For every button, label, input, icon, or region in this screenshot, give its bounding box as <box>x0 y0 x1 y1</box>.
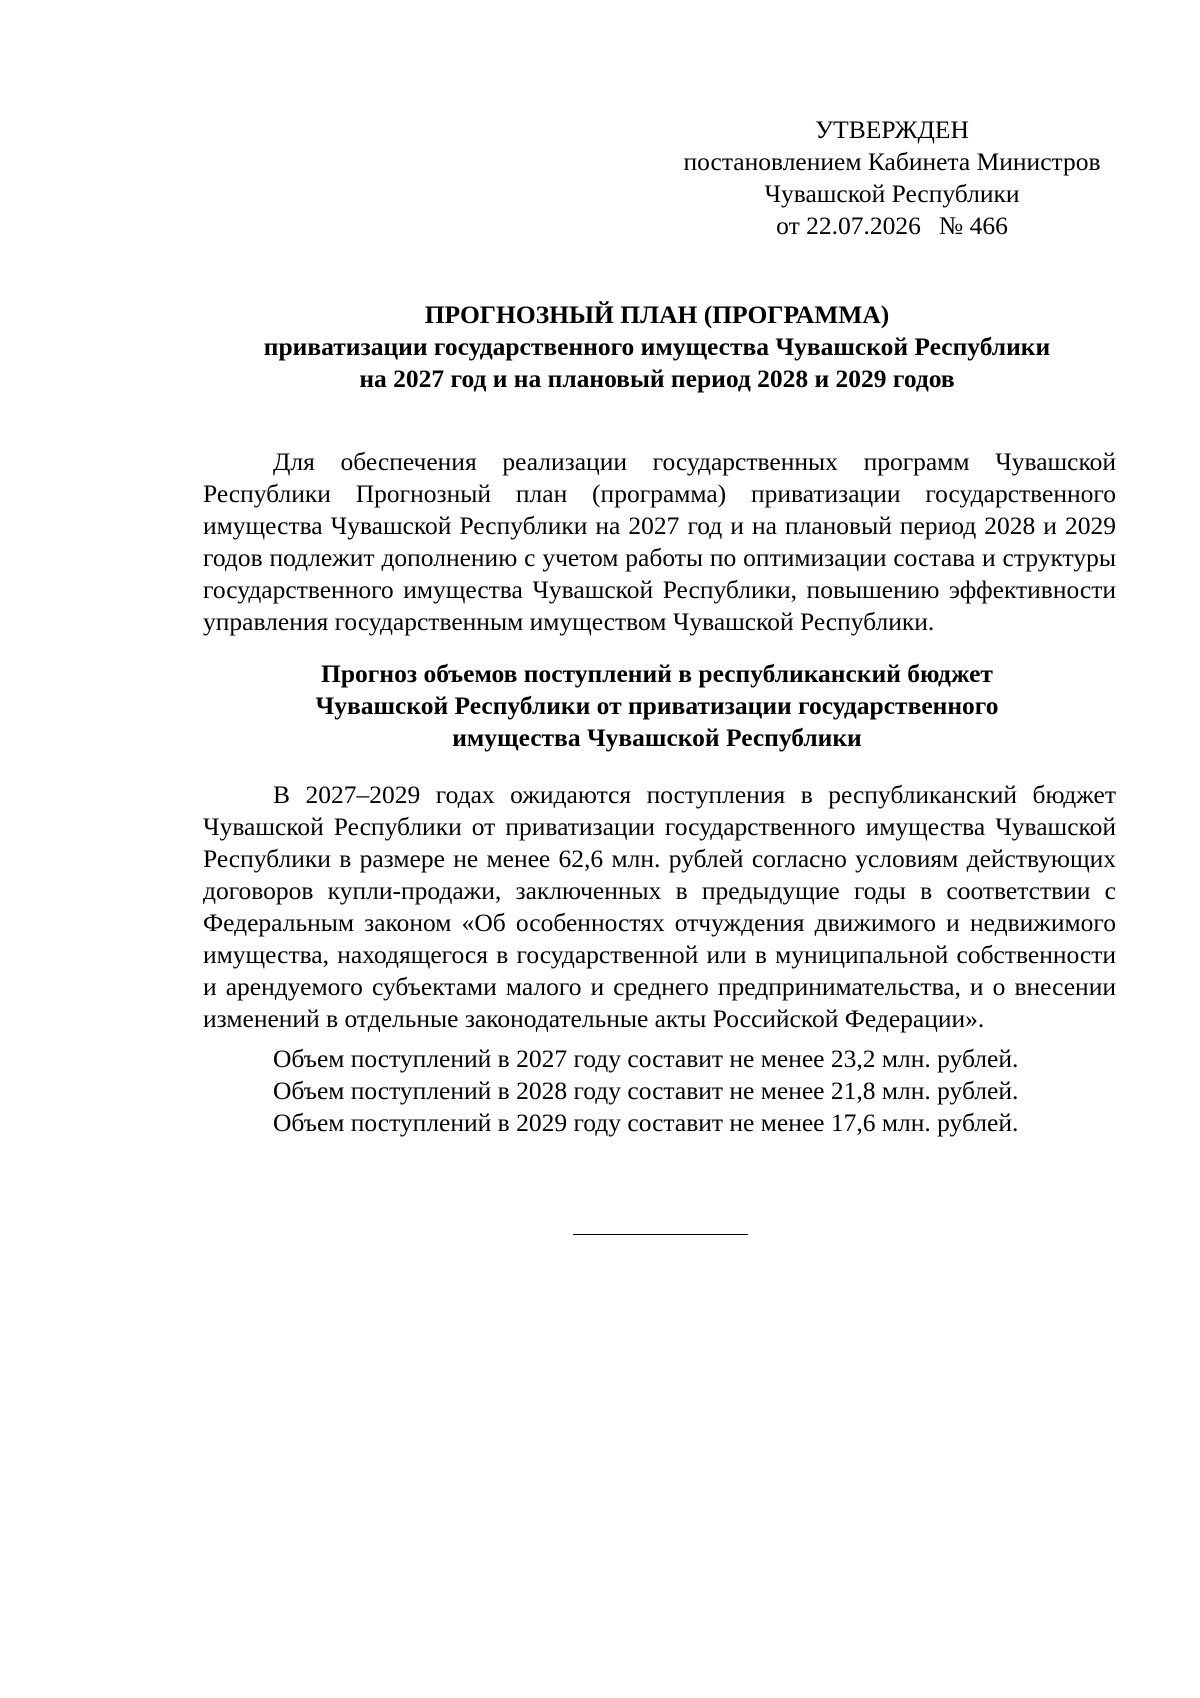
section-heading-line-3: имущества Чувашской Республики <box>452 723 862 752</box>
intro-paragraph: Для обеспечения реализации государственных программ Чувашской Республики Прогнозный план (программа) приватизации государственного имущества Чувашской Республики на 2027 год и на плановый период 2028 и 2029 годов подлежит дополнению с учетом работы по оптимизации состава и структуры государственного имущества Чувашской Республики, повышению эффективности управления государственным имуществом Чувашской Республики. <box>203 447 1116 636</box>
revenue-2029: Объем поступлений в 2029 году составит не менее 17,6 млн. рублей. <box>273 1108 1019 1137</box>
title-line-1: ПРОГНОЗНЫЙ ПЛАН (ПРОГРАММА) <box>424 300 890 329</box>
approval-number: № 466 <box>938 211 1008 240</box>
title-line-2: приватизации государственного имущества Чувашской Республики <box>263 332 1051 361</box>
revenue-2027: Объем поступлений в 2027 году составит не менее 23,2 млн. рублей. <box>273 1044 1019 1073</box>
approval-date: от 22.07.2026 <box>776 211 921 240</box>
approval-region: Чувашской Республики <box>764 179 1020 208</box>
approval-order <box>668 210 1116 242</box>
approval-issuer: постановлением Кабинета Министров <box>683 147 1101 176</box>
section-heading-line-1: Прогноз объемов поступлений в республиканский бюджет <box>321 659 993 688</box>
section-heading-line-2: Чувашской Республики от приватизации государственного <box>315 691 999 720</box>
title-line-3: на 2027 год и на плановый период 2028 и 2029 годов <box>359 364 955 393</box>
approval-block <box>668 114 1116 242</box>
section-heading <box>200 658 1114 754</box>
approval-status: УТВЕРЖДЕН <box>815 115 969 144</box>
document-title <box>200 299 1114 395</box>
forecast-paragraph: В 2027–2029 годах ожидаются поступления в республиканский бюджет Чувашской Республики от приватизации государственного имущества Чувашской Республики в размере не менее 62,6 млн. рублей согласно условиям действующих договоров купли-продажи, заключенных в предыдущие годы в соответствии с Федеральным законом «Об особенностях отчуждения движимого и недвижимого имущества, находящегося в государственной или в муниципальной собственности и арендуемого субъектами малого и среднего предпринимательства, и о внесении изменений в отдельные законодательные акты Российской Федерации». <box>203 780 1116 1033</box>
end-divider <box>573 1234 748 1235</box>
revenue-2028: Объем поступлений в 2028 году составит не менее 21,8 млн. рублей. <box>273 1076 1019 1105</box>
